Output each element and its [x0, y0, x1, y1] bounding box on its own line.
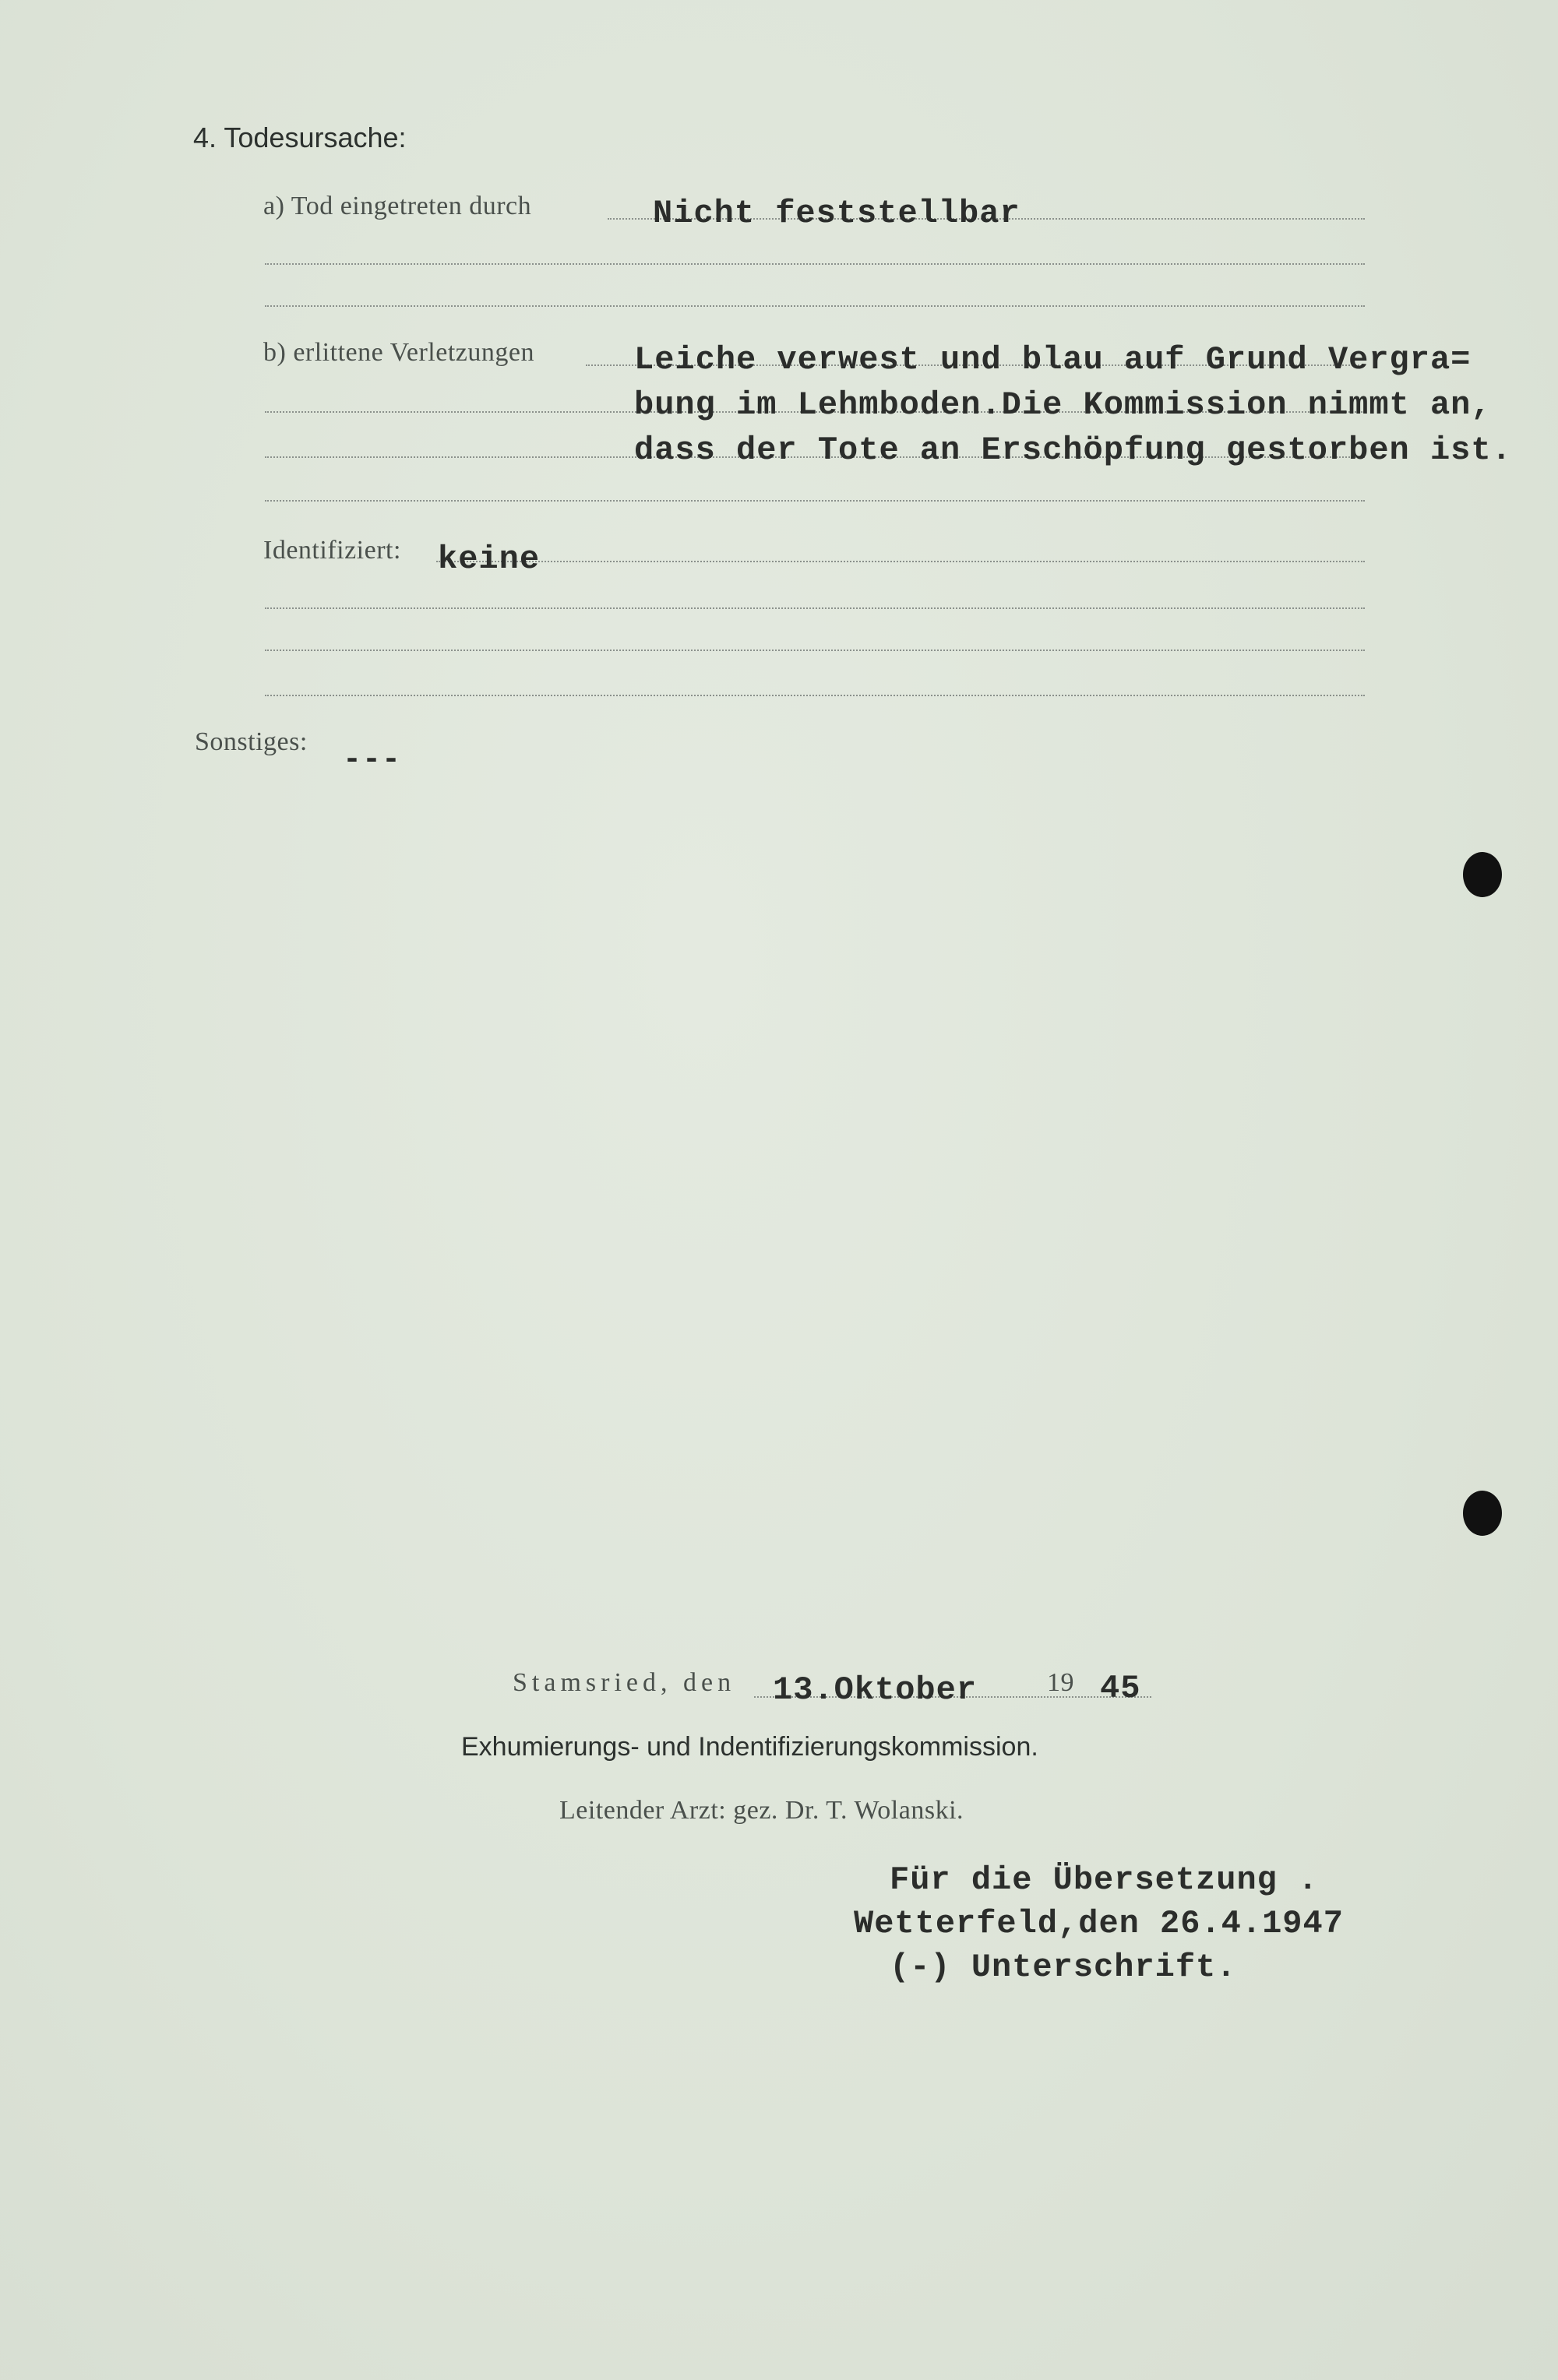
dotted-line: [265, 263, 1365, 265]
commission-name: Exhumierungs- und Indentifizierungskommission.: [461, 1732, 1038, 1762]
injuries-label: b) erlittene Verletzungen: [263, 338, 534, 367]
year-suffix: 45: [1100, 1670, 1141, 1707]
doctor-line: Leitender Arzt: gez. Dr. T. Wolanski.: [559, 1796, 964, 1825]
dotted-line: [436, 561, 1365, 562]
punch-hole: [1463, 852, 1502, 897]
translation-line-3: (-) Unterschrift.: [890, 1949, 1237, 1986]
other-label: Sonstiges:: [195, 727, 308, 756]
dotted-line: [265, 607, 1365, 609]
injuries-line-2: bung im Lehmboden.Die Kommission nimmt an,: [634, 386, 1492, 424]
translation-line-2: Wetterfeld,den 26.4.1947: [854, 1905, 1344, 1942]
year-prefix: 19: [1047, 1668, 1074, 1697]
cause-label: a) Tod eingetreten durch: [263, 192, 532, 220]
injuries-line-3: dass der Tote an Erschöpfung gestorben ist.: [634, 431, 1512, 469]
dotted-line: [265, 500, 1365, 502]
dotted-line: [265, 650, 1365, 651]
place-label: Stamsried, den: [513, 1668, 736, 1697]
identified-label: Identifiziert:: [263, 536, 401, 565]
section-heading: 4. Todesursache:: [193, 121, 407, 153]
other-value: ---: [343, 743, 402, 778]
identified-value: keine: [438, 540, 541, 578]
date-value: 13.Oktober: [773, 1671, 978, 1709]
injuries-line-1: Leiche verwest und blau auf Grund Vergra=: [634, 341, 1472, 378]
dotted-line: [265, 695, 1365, 696]
cause-value: Nicht feststellbar: [653, 195, 1020, 232]
punch-hole: [1463, 1491, 1502, 1536]
dotted-line: [265, 305, 1365, 307]
translation-line-1: Für die Übersetzung .: [890, 1861, 1319, 1899]
